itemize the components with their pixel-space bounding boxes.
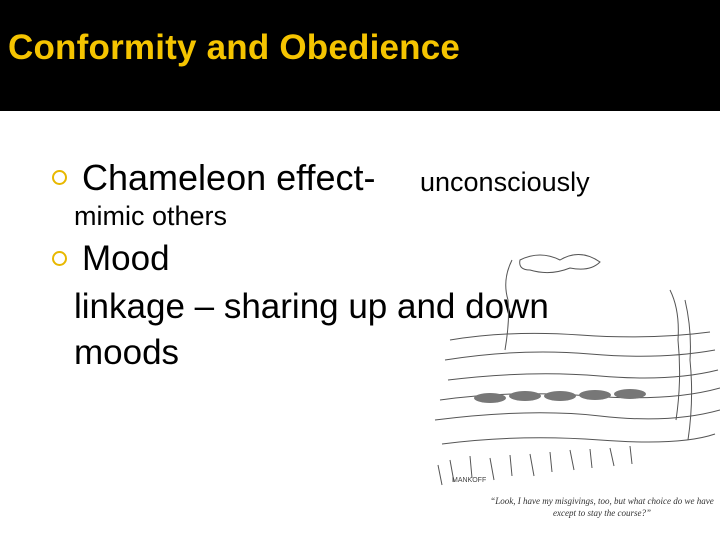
cartoon-signature: MANKOFF <box>452 477 487 484</box>
slide-title: Conformity and Obedience <box>8 28 461 67</box>
title-bar <box>0 0 720 111</box>
bullet-small-text: unconsciously <box>420 167 590 197</box>
cartoon-illustration <box>430 220 720 534</box>
bullet-line-3: moods <box>74 333 180 372</box>
bullet-line-2: linkage – sharing up and down <box>74 287 549 326</box>
cartoon-caption: “Look, I have my misgivings, too, but what choice do we have except to stay the course?” <box>490 496 714 518</box>
bullet-main-text: Chameleon effect- <box>82 157 376 198</box>
bullet-line-1: Mood <box>82 239 170 278</box>
bullet-circle-icon <box>52 170 67 185</box>
bullet-circle-icon <box>52 251 67 266</box>
bullet-continuation-text: mimic others <box>74 201 228 231</box>
